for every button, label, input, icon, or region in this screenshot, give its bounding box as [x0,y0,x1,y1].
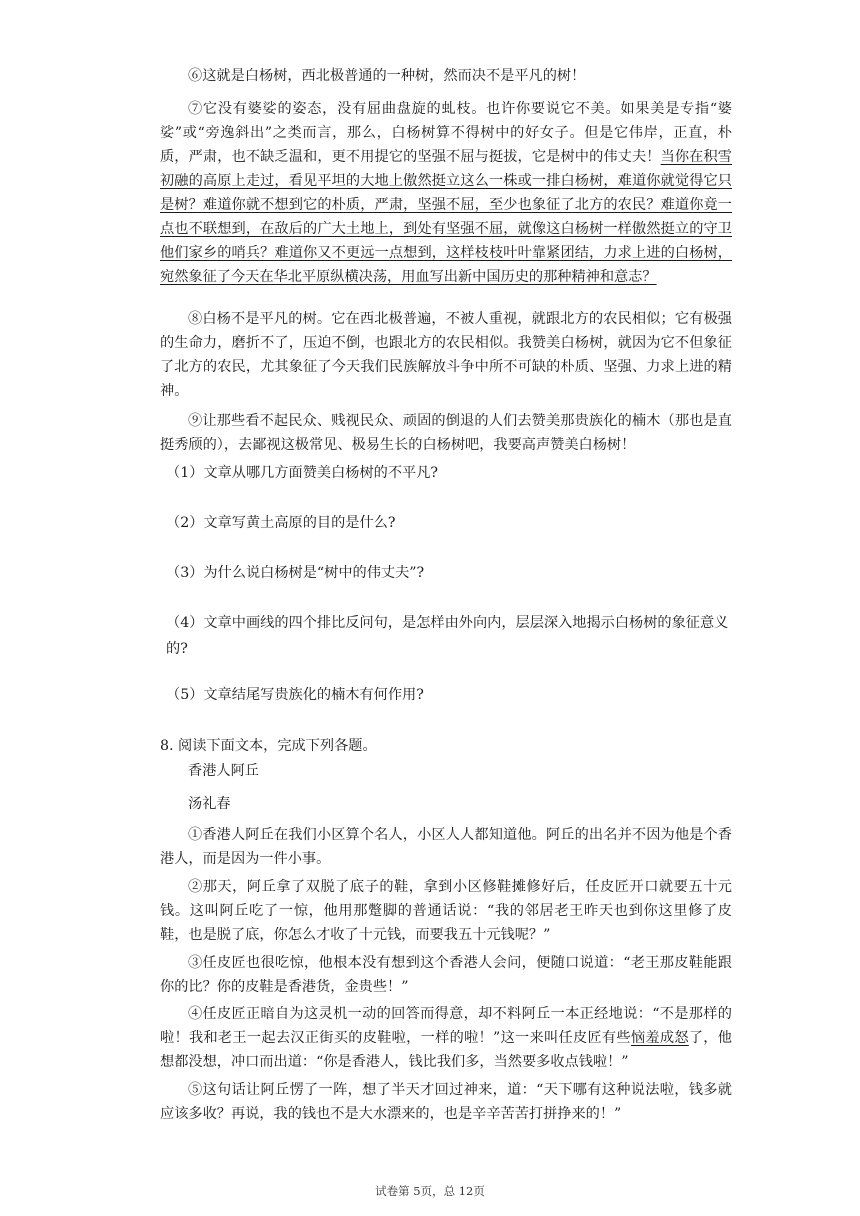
underlined-idiom: 恼羞成怒 [630,1030,689,1046]
question-2: （2）文章写黄土高原的目的是什么? [166,515,396,531]
paragraph-7 [160,97,732,289]
paragraph-9: ⑨让那些看不起民众、贱视民众、顽固的倒退的人们去赞美那贵族化的楠木（那也是直挺秀颀的），去鄙视这极常见、极易生长的白杨树吧，我要高声赞美白杨树！ [160,413,732,453]
question-8-heading: 8. 阅读下面文本，完成下列各题。 [160,738,377,754]
question-4: （4）文章中画线的四个排比反问句，是怎样由外向内，层层深入地揭示白杨树的象征意义的? [166,615,729,657]
story-title: 香港人阿丘 [188,763,259,779]
story-paragraph-4-rest: 了，他想都没想，冲口而出道：“你是香港人，钱比我们多，当然要多收点钱啦！” [160,1030,732,1070]
story-paragraph-4 [160,1002,732,1074]
paragraph-8: ⑧白杨不是平凡的树。它在西北极普遍，不被人重视，就跟北方的农民相似；它有极强的生命力，磨折不了，压迫不倒，也跟北方的农民相似。我赞美白杨树，就因为它不但象征了北方的农民，尤其象征了今天我们民族解放斗争中所不可缺的朴质、坚强、力求上进的精神。 [160,311,732,399]
question-1: （1）文章从哪几方面赞美白杨树的不平凡? [166,465,439,481]
story-paragraph-5: ⑤这句话让阿丘愣了一阵，想了半天才回过神来，道：“天下哪有这种说法啦，钱多就应该多收？再说，我的钱也不是大水漂来的，也是辛辛苦苦打拼挣来的！” [160,1082,732,1122]
paragraph-6: ⑥这就是白杨树，西北极普通的一种树，然而决不是平凡的树！ [188,68,586,84]
story-paragraph-2: ②那天，阿丘拿了双脱了底子的鞋，拿到小区修鞋摊修好后，任皮匠开口就要五十元钱。这叫阿丘吃了一惊，他用那蹩脚的普通话说：“我的邻居老王昨天也到你这里修了皮鞋，也是脱了底，你怎么才收了十元钱，而要我五十元钱呢？” [160,879,732,943]
story-author: 汤礼春 [188,796,231,812]
paragraph-7-text: ⑦它没有婆娑的姿态，没有屈曲盘旋的虬枝。也许你要说它不美。如果美是专指“婆娑”或“旁逸斜出”之类而言，那么，白杨树算不得树中的好女子。但是它伟岸，正直，朴质，严肃，也不缺乏温和，更不用提它的坚强不屈与挺拔，它是树中的伟丈夫！ [160,101,732,165]
question-5: （5）文章结尾写贵族化的楠木有何作用? [166,687,424,703]
story-paragraph-1: ①香港人阿丘在我们小区算个名人，小区人人都知道他。阿丘的出名并不因为他是个香港人，而是因为一件小事。 [160,827,732,867]
underlined-rhetorical-questions: 当你在积雪初融的高原上走过，看见平坦的大地上傲然挺立这么一株或一排白杨树，难道你就觉得它只是树？难道你就不想到它的朴质，严肃，坚强不屈，至少也象征了北方的农民？难道你竟一点也不联想到，在敌后的广大土地上，到处有坚强不屈，就像这白杨树一样傲然挺立的守卫他们家乡的哨兵？难道你又不更远一点想到，这样枝枝叶叶靠紧团结，力求上进的白杨树，宛然象征了今天在华北平原纵横决荡，用血写出新中国历史的那种精神和意志？ [160,149,732,285]
story-paragraph-4-text: ④任皮匠正暗自为这灵机一动的回答而得意，却不料阿丘一本正经地说：“不是那样的啦！我和老王一起去汉正街买的皮鞋啦，一样的啦！”这一来叫任皮匠有些 [160,1006,732,1046]
page-footer: 试卷第 5页，总 12页 [375,1184,485,1198]
story-paragraph-3: ③任皮匠也很吃惊，他根本没有想到这个香港人会问，便随口说道：“老王那皮鞋能跟你的比？你的皮鞋是香港货，金贵些！” [160,955,732,995]
question-3: （3）为什么说白杨树是“树中的伟丈夫”? [166,565,425,581]
